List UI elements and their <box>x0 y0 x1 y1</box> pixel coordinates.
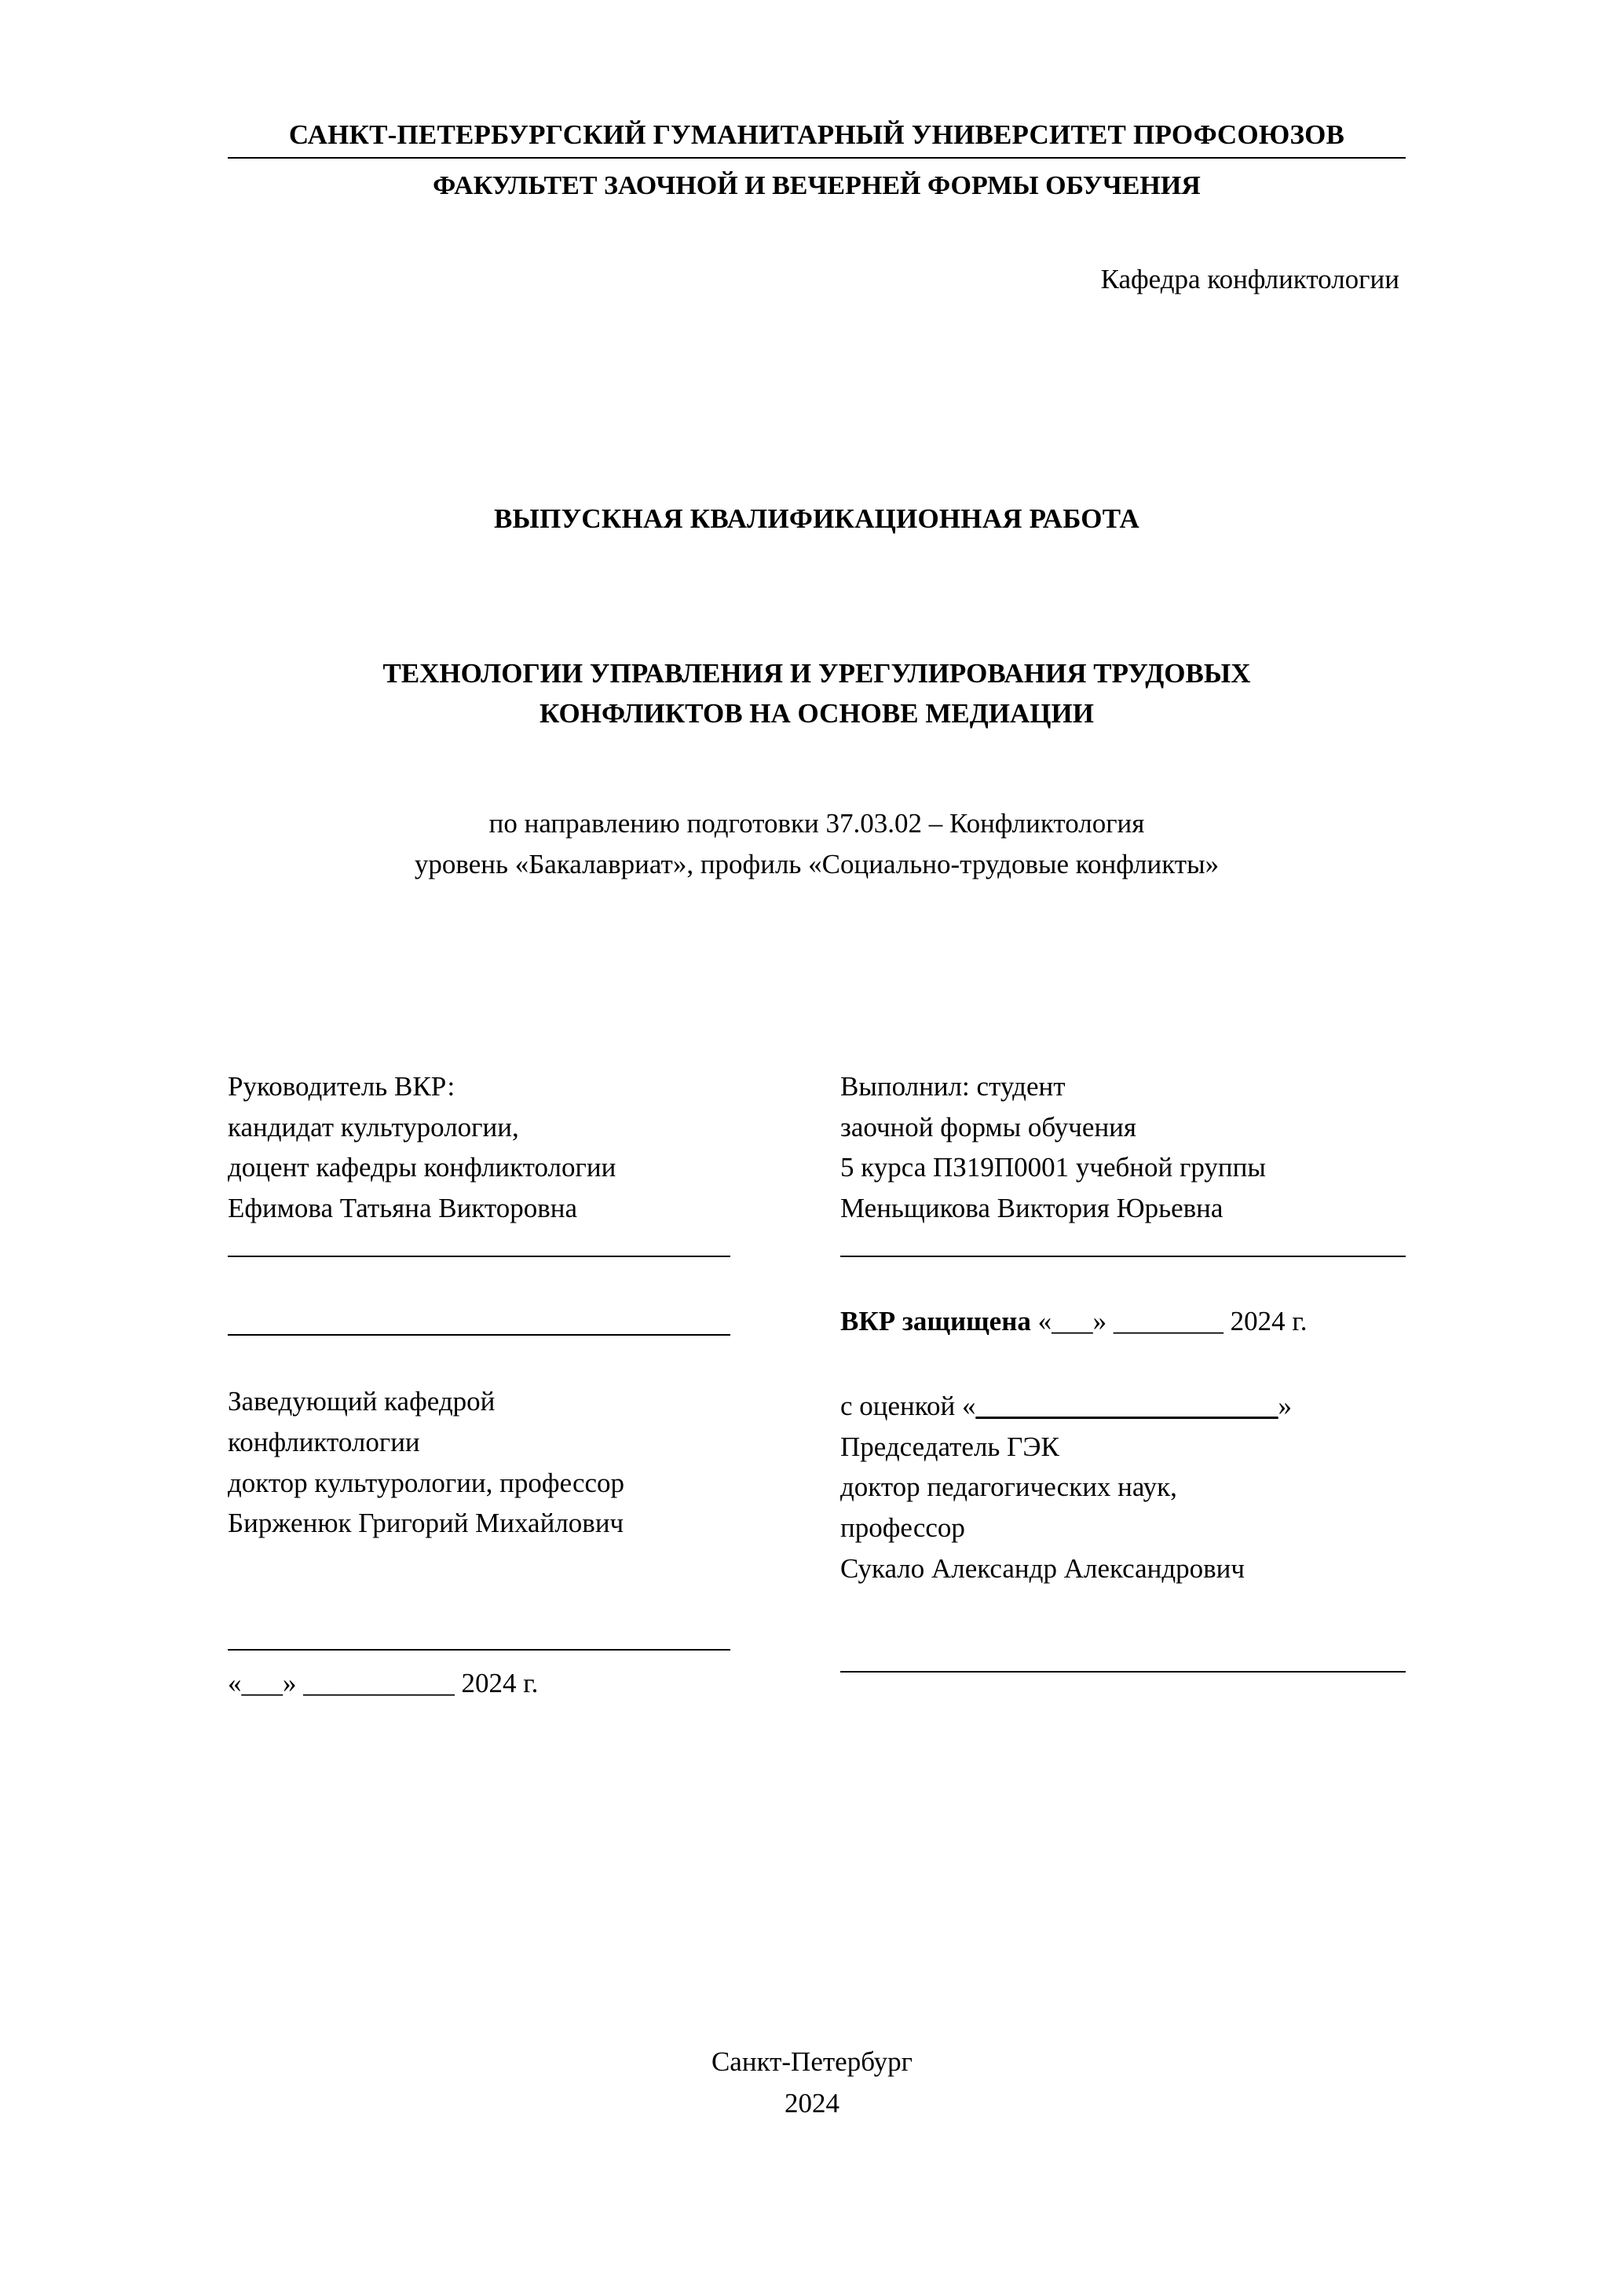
head-line-3: доктор культурологии, профессор <box>228 1467 625 1498</box>
student-block <box>840 1066 1406 1229</box>
header-divider <box>228 157 1406 159</box>
supervisor-role-label: Руководитель ВКР: <box>228 1070 455 1102</box>
student-name: Меньщикова Виктория Юрьевна <box>840 1193 1223 1224</box>
footer-year: 2024 <box>785 2087 839 2119</box>
document-kind: ВЫПУСКНАЯ КВАЛИФИКАЦИОННАЯ РАБОТА <box>493 503 1140 535</box>
program-info <box>228 803 1406 886</box>
signature-area <box>228 1066 1406 1699</box>
university-name: САНКТ-ПЕТЕРБУРГСКИЙ ГУМАНИТАРНЫЙ УНИВЕРСИТЕТ ПРОФСОЮЗОВ <box>288 119 1345 150</box>
program-direction: по направлению подготовки 37.03.02 – Конфликтология <box>488 807 1145 839</box>
head-line-2: конфликтологии <box>228 1426 420 1457</box>
chair-line-3: профессор <box>840 1512 965 1544</box>
grade-line <box>840 1386 1406 1427</box>
head-of-department-block <box>228 1381 777 1544</box>
department-name: Кафедра конфликтологии <box>1100 264 1399 295</box>
chair-block <box>840 1427 1406 1589</box>
head-signature-line <box>228 1649 730 1651</box>
supervisor-degree: кандидат культурологии, <box>228 1111 519 1143</box>
signature-column-left <box>228 1066 777 1699</box>
grade-blank: ______________________ <box>975 1390 1278 1421</box>
chair-line-1: Председатель ГЭК <box>840 1431 1059 1462</box>
footer-city: Санкт-Петербург <box>711 2046 913 2077</box>
grade-prefix: с оценкой « <box>840 1390 976 1421</box>
student-role-label: Выполнил: студент <box>840 1070 1066 1102</box>
grade-suffix: » <box>1278 1390 1292 1421</box>
chair-line-4: Сукало Александр Александрович <box>840 1552 1245 1584</box>
chair-line-2: доктор педагогических наук, <box>840 1472 1177 1503</box>
document-footer <box>0 2042 1624 2124</box>
title-line-1: ТЕХНОЛОГИИ УПРАВЛЕНИЯ И УРЕГУЛИРОВАНИЯ ТРУДОВЫХ <box>382 658 1251 689</box>
defense-label: ВКР защищена <box>840 1305 1031 1336</box>
spacer <box>840 1589 1406 1644</box>
supervisor-name: Ефимова Татьяна Викторовна <box>228 1193 578 1224</box>
page-title <box>228 654 1406 734</box>
defense-status <box>840 1301 1406 1342</box>
supervisor-position: доцент кафедры конфликтологии <box>228 1152 616 1183</box>
chair-signature-line <box>840 1671 1406 1673</box>
extra-signature-line <box>228 1334 730 1336</box>
student-group: 5 курса ПЗ19П0001 учебной группы <box>840 1152 1266 1183</box>
head-line-1: Заведующий кафедрой <box>228 1385 496 1417</box>
spacer <box>228 1257 777 1307</box>
head-line-4: Бирженюк Григорий Михайлович <box>228 1508 624 1539</box>
faculty-name: ФАКУЛЬТЕТ ЗАОЧНОЙ И ВЕЧЕРНЕЙ ФОРМЫ ОБУЧЕНИЯ <box>433 170 1201 200</box>
spacer <box>228 1544 777 1622</box>
student-form: заочной формы обучения <box>840 1111 1137 1143</box>
document-content <box>228 118 1406 1699</box>
student-signature-line <box>840 1256 1406 1257</box>
signature-column-right <box>840 1066 1406 1699</box>
supervisor-block <box>228 1066 777 1229</box>
head-date-line: «___» ___________ 2024 г. <box>228 1668 539 1699</box>
defense-date-blank: «___» ________ 2024 г. <box>1037 1305 1308 1336</box>
program-level: уровень «Бакалавриат», профиль «Социально-трудовые конфликты» <box>414 849 1220 880</box>
title-line-2: КОНФЛИКТОВ НА ОСНОВЕ МЕДИАЦИИ <box>540 698 1094 729</box>
